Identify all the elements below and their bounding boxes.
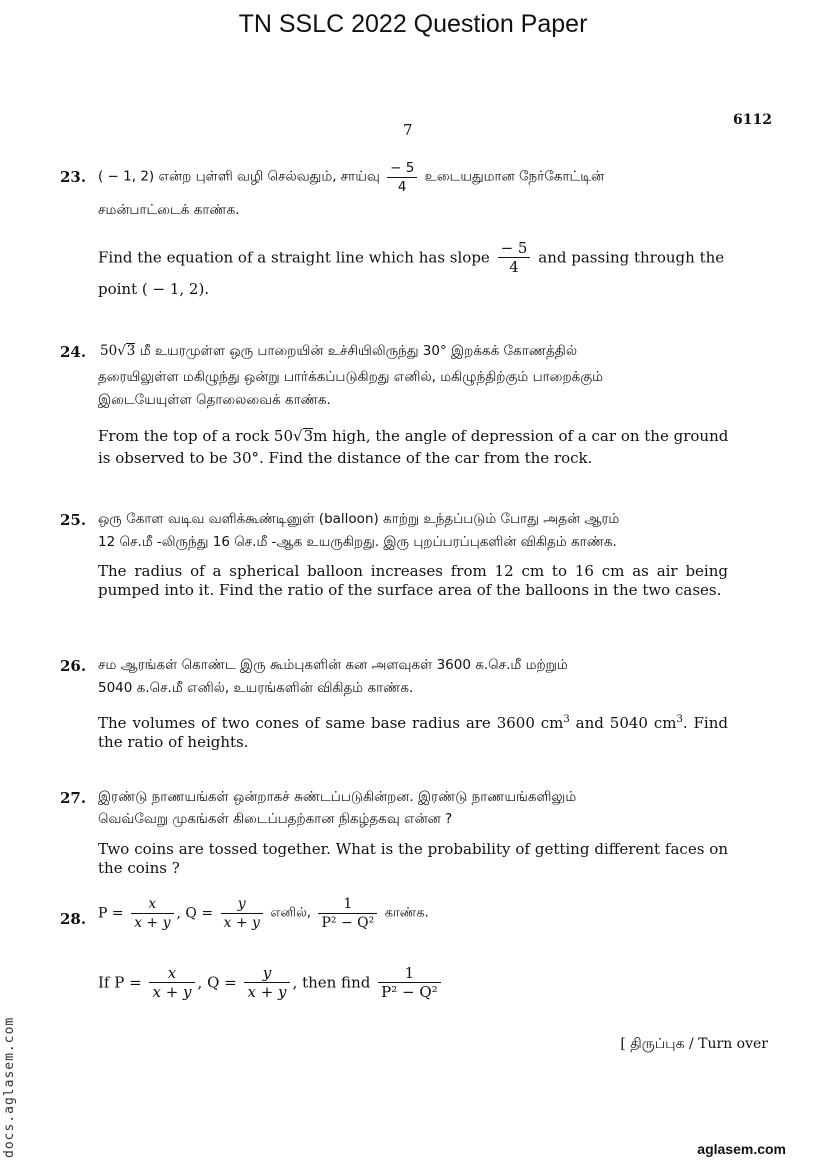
- q24-tamil-text: மீ உயரமுள்ள ஒரு பாறையின் உச்சியிலிருந்து 30° இறக்கக் கோணத்தில்: [139, 343, 578, 359]
- q23-english-line-2: point ( − 1, 2).: [98, 280, 210, 298]
- q23-english-text: Find the equation of a straight line which has slope: [98, 248, 490, 267]
- paper-code: 6112: [733, 112, 772, 128]
- page-number: 7: [403, 121, 413, 139]
- watermark: docs.aglasem.com: [2, 1016, 17, 1158]
- numerator: − 5: [498, 239, 531, 258]
- q23-english-line-1: [98, 239, 724, 276]
- q23-tamil-text-2: உடையதுமான நேர்கோட்டின்: [424, 168, 605, 185]
- question-number: 24.: [60, 343, 87, 361]
- q23-tamil-line-2: சமன்பாட்டைக் காண்க.: [98, 202, 240, 218]
- q24-english-text: From the top of a rock: [98, 427, 270, 445]
- page-banner: TN SSLC 2022 Question Paper: [238, 10, 588, 38]
- q27-english: Two coins are tossed together. What is the probability of getting different faces on the coins ?: [98, 840, 728, 877]
- question-number: 26.: [60, 657, 87, 675]
- denominator: 4: [509, 258, 519, 276]
- slope-fraction: [387, 159, 417, 196]
- rock-height: 50√3: [273, 427, 314, 445]
- q24-tamil-line-1: [100, 343, 577, 361]
- q26-english: The volumes of two cones of same base radius are 3600 $cm^3$ and 5040 $cm^3$. Find the ratio of heights.: [98, 714, 728, 751]
- q24-english-line-1: [98, 427, 728, 445]
- q28-tamil-line: P = $\frac{x}{x + y}$ , Q = $\frac{y}{x + y}$ எனில், $\frac{1}{\text{P² − Q²}}$ காண்க.: [98, 896, 429, 931]
- q28-english-line: If P = $\frac{x}{x + y}$ , Q = $\frac{y}{x + y}$ , then find $\frac{1}{\text{P² − Q²}}$: [98, 964, 444, 1001]
- q23-english-text-2: and passing through the: [538, 248, 725, 267]
- q25-tamil-line-1: ஒரு கோள வடிவ வளிக்கூண்டினுள் (balloon) காற்று உந்தப்படும் போது அதன் ஆரம்: [98, 511, 620, 527]
- q24-english-text-2: m high, the angle of depression of a car on the ground: [313, 427, 729, 445]
- q27-tamil-line-2: வெவ்வேறு முகங்கள் கிடைப்பதற்கான நிகழ்தகவு என்ன ?: [98, 811, 453, 827]
- rock-height: 50√3: [100, 343, 136, 359]
- slope-fraction: [498, 239, 531, 276]
- q24-tamil-line-2: தரையிலுள்ள மகிழுந்து ஒன்று பார்க்கப்படுகிறது எனில், மகிழுந்திற்கும் பாறைக்கும்: [98, 369, 604, 385]
- q23-tamil-text: ( − 1, 2) என்ற புள்ளி வழி செல்வதும், சாய்வு: [98, 168, 380, 185]
- q25-english: The radius of a spherical balloon increases from 12 cm to 16 cm as air being pumped into it. Find the ratio of the surface area of the balloons in the two cases.: [98, 562, 728, 599]
- question-number: 23.: [60, 168, 87, 186]
- numerator: − 5: [387, 159, 417, 178]
- q24-english-line-2: is observed to be 30°. Find the distance of the car from the rock.: [98, 449, 593, 467]
- turn-over-note: [ திருப்புக / Turn over: [620, 1036, 768, 1052]
- q26-tamil-line-2: 5040 க.செ.மீ எனில், உயரங்களின் விகிதம் காண்க.: [98, 680, 414, 696]
- denominator: 4: [397, 179, 407, 195]
- q23-tamil-line-1: [98, 159, 604, 196]
- question-number: 28.: [60, 910, 87, 928]
- q27-tamil-line-1: இரண்டு நாணயங்கள் ஒன்றாகச் சுண்டப்படுகின்றன. இரண்டு நாணயங்களிலும்: [98, 789, 577, 805]
- q24-tamil-line-3: இடையேயுள்ள தொலைவைக் காண்க.: [98, 392, 331, 408]
- question-number: 27.: [60, 789, 87, 807]
- q25-tamil-line-2: 12 செ.மீ -லிருந்து 16 செ.மீ -ஆக உயருகிறது. இரு புறப்பரப்புகளின் விகிதம் காண்க.: [98, 534, 617, 550]
- question-number: 25.: [60, 511, 87, 529]
- site-logo[interactable]: aglasem.com: [697, 1141, 786, 1157]
- q26-tamil-line-1: சம ஆரங்கள் கொண்ட இரு கூம்புகளின் கன அளவுகள் 3600 க.செ.மீ மற்றும்: [98, 657, 568, 673]
